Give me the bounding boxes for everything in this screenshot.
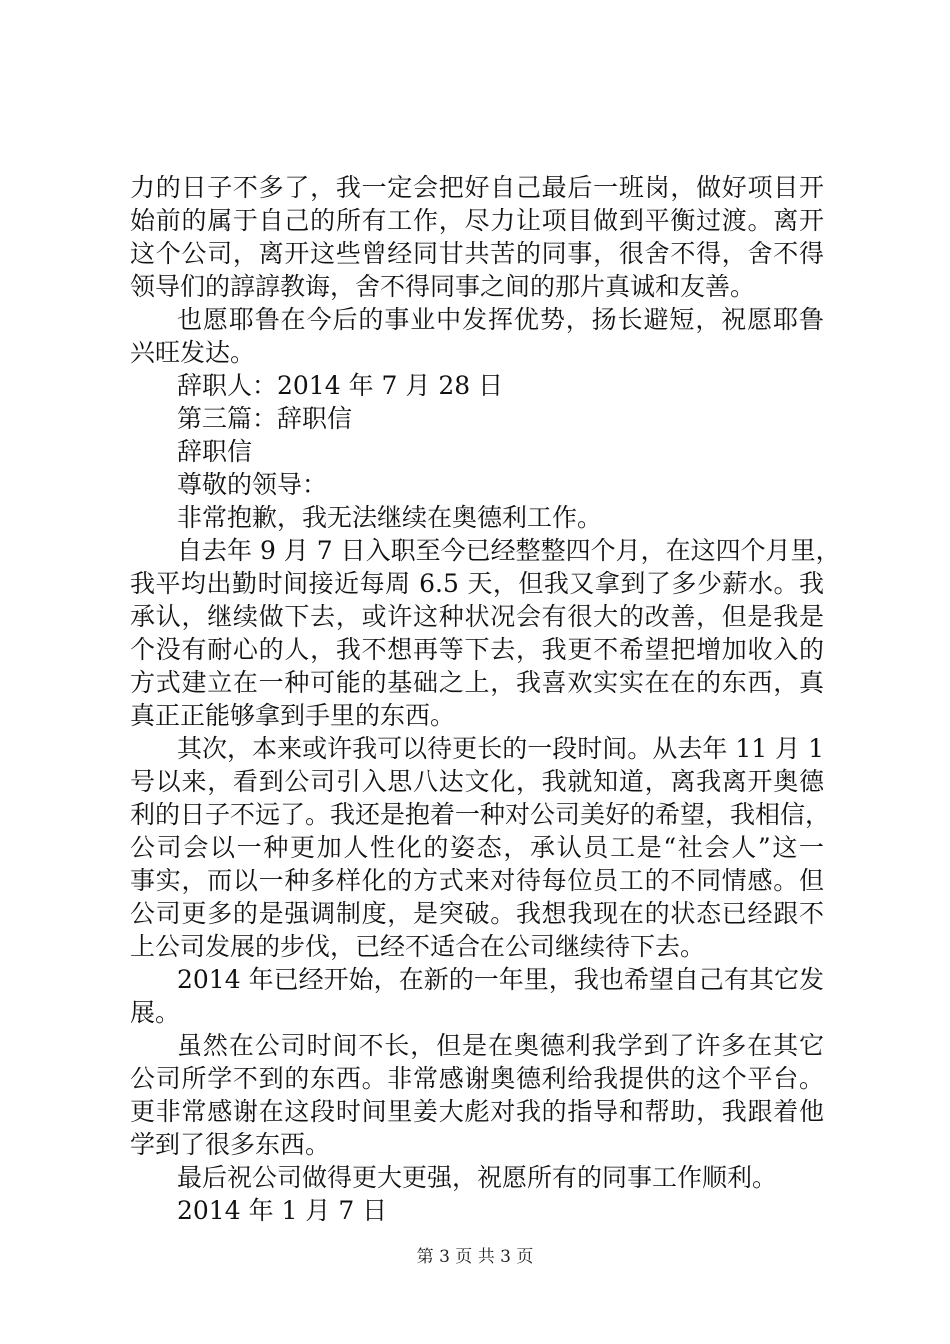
signature-line: 辞职人：2014 年 7 月 28 日 (177, 371, 504, 400)
text-line: 虽然在公司时间不长，但是在奥德利我学到了许多在其它 (177, 1031, 824, 1060)
text-line: 其次，本来或许我可以待更长的一段时间。从去年 11 月 1 (177, 734, 824, 763)
text-line: 非常抱歉，我无法继续在奥德利工作。 (177, 503, 603, 532)
page-number-footer: 第 3 页 共 3 页 (416, 1247, 534, 1267)
text-line: 也愿耶鲁在今后的事业中发挥优势，扬长避短，祝愿耶鲁 (177, 305, 824, 334)
text-line: 我平均出勤时间接近每周 6.5 天，但我又拿到了多少薪水。我 (130, 569, 824, 598)
text-line: 承认，继续做下去，或许这种状况会有很大的改善，但是我是 (130, 602, 824, 631)
text-line: 更非常感谢在这段时间里姜大彪对我的指导和帮助，我跟着他 (130, 1097, 824, 1126)
text-line: 公司更多的是强调制度，是突破。我想我现在的状态已经跟不 (130, 899, 824, 928)
text-line: 号以来，看到公司引入思八达文化，我就知道，离我离开奥德 (130, 767, 824, 796)
text-line: 领导们的諄諄教诲，舍不得同事之间的那片真诚和友善。 (130, 272, 756, 301)
text-line: 始前的属于自己的所有工作，尽力让项目做到平衡过渡。离开 (130, 206, 824, 235)
text-line: 公司会以一种更加人性化的姿态，承认员工是“社会人”这一 (130, 833, 824, 862)
salutation: 尊敬的领导： (177, 470, 328, 499)
text-line: 兴旺发达。 (130, 338, 256, 367)
text-line: 上公司发展的步伐，已经不适合在公司继续待下去。 (130, 932, 706, 961)
text-line: 力的日子不多了，我一定会把好自己最后一班岗，做好项目开 (130, 173, 824, 202)
text-line: 自去年 9 月 7 日入职至今已经整整四个月，在这四个月里， (177, 536, 841, 565)
text-line: 公司所学不到的东西。非常感谢奥德利给我提供的这个平台。 (130, 1064, 824, 1093)
letter-title: 辞职信 (177, 437, 253, 466)
text-line: 这个公司，离开这些曾经同甘共苦的同事，很舍不得，舍不得 (130, 239, 824, 268)
text-line: 学到了很多东西。 (130, 1130, 331, 1159)
text-line: 2014 年已经开始，在新的一年里，我也希望自己有其它发 (177, 965, 824, 994)
text-line: 利的日子不远了。我还是抱着一种对公司美好的希望，我相信， (130, 800, 831, 829)
date-line: 2014 年 1 月 7 日 (177, 1196, 388, 1225)
section-heading: 第三篇：辞职信 (177, 404, 353, 433)
text-line: 方式建立在一种可能的基础之上，我喜欢实实在在的东西，真 (130, 668, 824, 697)
text-line: 最后祝公司做得更大更强，祝愿所有的同事工作顺利。 (177, 1163, 778, 1192)
text-line: 展。 (130, 998, 181, 1027)
text-line: 个没有耐心的人，我不想再等下去，我更不希望把增加收入的 (130, 635, 824, 664)
text-line: 事实，而以一种多样化的方式来对待每位员工的不同情感。但 (130, 866, 824, 895)
text-line: 真正正能够拿到手里的东西。 (130, 701, 456, 730)
